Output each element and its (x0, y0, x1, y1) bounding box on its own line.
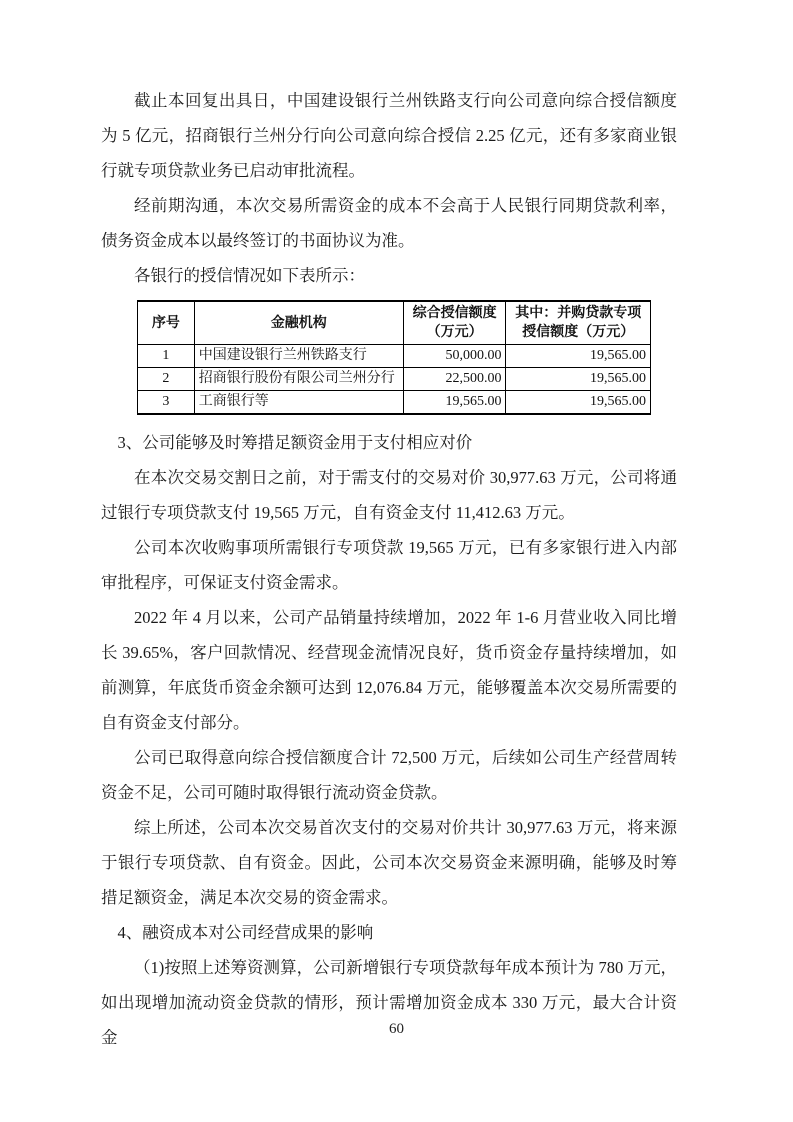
cell-special-loan: 19,565.00 (506, 391, 651, 415)
cell-credit-limit: 22,500.00 (403, 368, 506, 391)
cell-credit-limit: 50,000.00 (403, 345, 506, 368)
table-header-credit-limit: 综合授信额度（万元） (403, 301, 506, 345)
paragraph-table-lead-in: 各银行的授信情况如下表所示： (134, 266, 365, 285)
table-row (138, 368, 651, 391)
paragraph-funding-cost: 经前期沟通，本次交易所需资金的成本不会高于人民银行同期贷款利率，债务资金成本以最终签订的书面协议为准。 (101, 196, 677, 250)
cell-credit-limit: 19,565.00 (403, 391, 506, 415)
table-row (138, 391, 651, 415)
table-row (138, 345, 651, 368)
cell-seq: 2 (138, 368, 195, 391)
table-header-special-loan-limit: 其中：并购贷款专项授信额度（万元） (506, 301, 651, 345)
section-heading-4: 4、融资成本对公司经营成果的影响 (117, 923, 374, 942)
page-number: 60 (389, 1021, 404, 1037)
bank-credit-table (137, 300, 651, 415)
cell-seq: 1 (138, 345, 195, 368)
paragraph-cash-forecast: 2022 年 4 月以来，公司产品销量持续增加，2022 年 1-6 月营业收入同比增长 39.65%，客户回款情况、经营现金流情况良好，货币资金存量持续增加，如前测算，年底货币资金余额可达到 12,076.84 万元，能够覆盖本次交易所需要的自有资金支付部分。 (101, 608, 677, 732)
section-heading-3: 3、公司能够及时筹措足额资金用于支付相应对价 (117, 433, 473, 452)
table-header-institution: 金融机构 (194, 301, 403, 345)
paragraph-financing-cost: （1)按照上述筹资测算，公司新增银行专项贷款每年成本预计为 780 万元，如出现增加流动资金贷款的情形，预计需增加资金成本 330 万元，最大合计资金 (101, 958, 677, 1047)
cell-institution: 招商银行股份有限公司兰州分行 (194, 368, 403, 391)
cell-special-loan: 19,565.00 (506, 345, 651, 368)
cell-institution: 中国建设银行兰州铁路支行 (194, 345, 403, 368)
paragraph-summary: 综上所述，公司本次交易首次支付的交易对价共计 30,977.63 万元，将来源于银行专项贷款、自有资金。因此，公司本次交易资金来源明确，能够及时筹措足额资金，满足本次交易的资金需求。 (101, 818, 677, 907)
paragraph-payment-plan: 在本次交易交割日之前，对于需支付的交易对价 30,977.63 万元，公司将通过银行专项贷款支付 19,565 万元，自有资金支付 11,412.63 万元。 (101, 468, 677, 522)
table-header-row (138, 301, 651, 345)
paragraph-credit-intent: 截止本回复出具日，中国建设银行兰州铁路支行向公司意向综合授信额度为 5 亿元，招商银行兰州分行向公司意向综合授信 2.25 亿元，还有多家商业银行就专项贷款业务已启动审批流程。 (101, 91, 677, 180)
cell-institution: 工商银行等 (194, 391, 403, 415)
table-header-seq: 序号 (138, 301, 195, 345)
paragraph-loan-approval: 公司本次收购事项所需银行专项贷款 19,565 万元，已有多家银行进入内部审批程序，可保证支付资金需求。 (101, 538, 677, 592)
cell-seq: 3 (138, 391, 195, 415)
document-body (101, 83, 677, 1055)
paragraph-credit-total: 公司已取得意向综合授信额度合计 72,500 万元，后续如公司生产经营周转资金不足，公司可随时取得银行流动资金贷款。 (101, 748, 677, 802)
cell-special-loan: 19,565.00 (506, 368, 651, 391)
